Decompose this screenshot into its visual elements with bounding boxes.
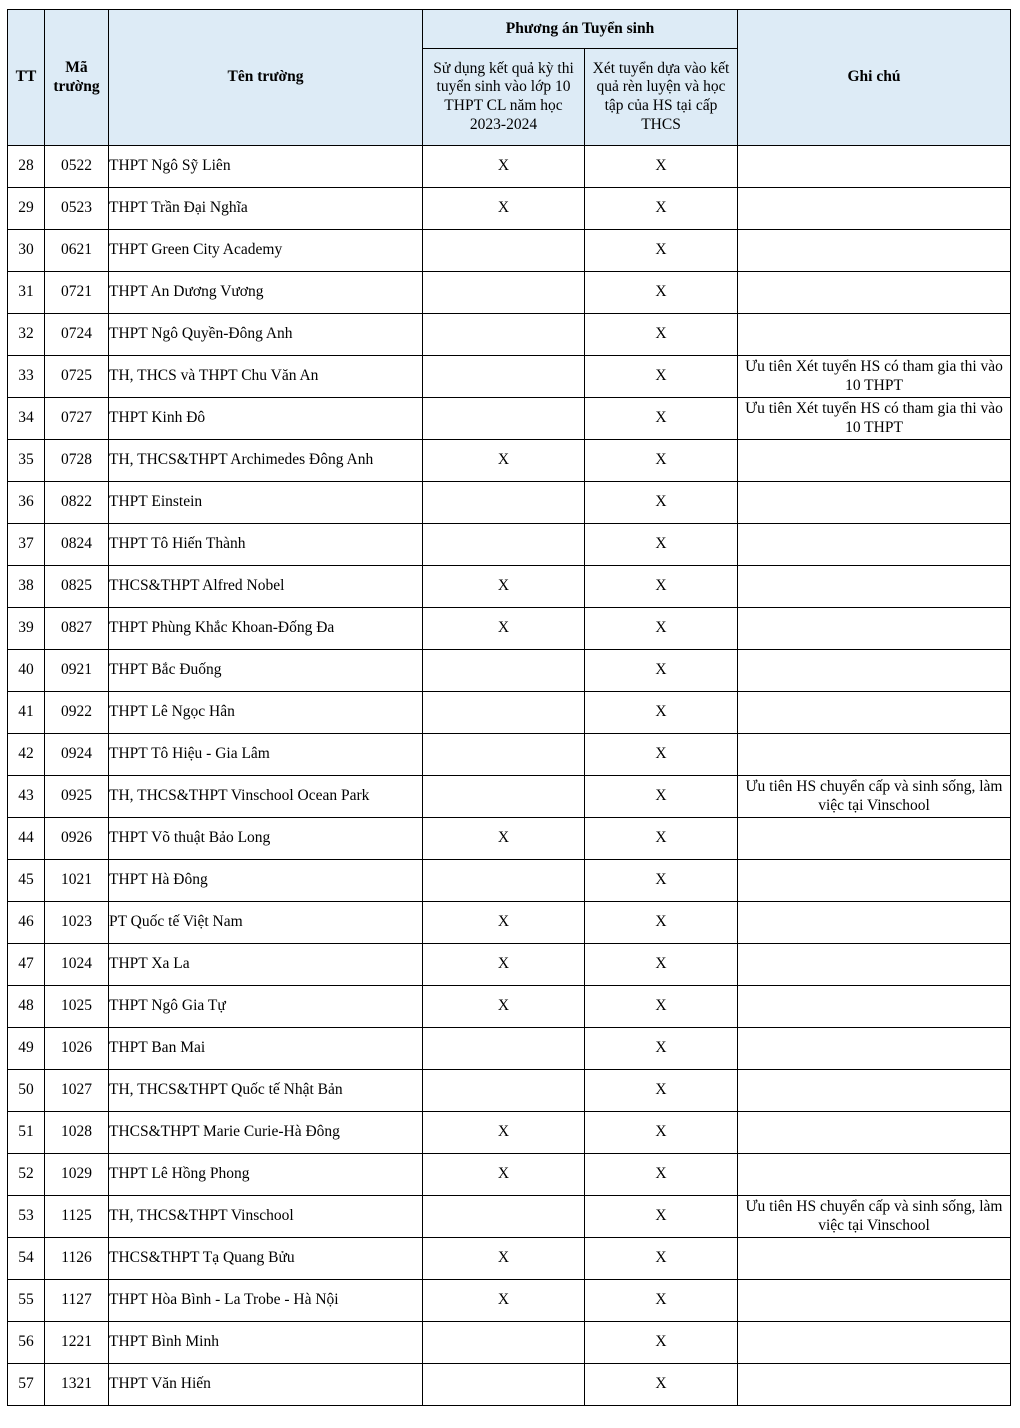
row-note-cell	[738, 440, 1011, 482]
row-ma-truong-cell: 1321	[45, 1364, 109, 1406]
row-tt-cell: 37	[8, 524, 45, 566]
row-tt-cell: 52	[8, 1154, 45, 1196]
row-tt-cell: 48	[8, 986, 45, 1028]
row-record-mark-cell: X	[585, 1238, 738, 1280]
header-ma-truong: Mã trường	[45, 10, 109, 146]
row-school-name-cell: THPT Kinh Đô	[109, 398, 423, 440]
row-exam-mark-cell: X	[423, 1280, 585, 1322]
row-note-cell	[738, 1154, 1011, 1196]
row-ma-truong-cell: 0621	[45, 230, 109, 272]
header-ten-truong: Tên trường	[109, 10, 423, 146]
row-school-name-cell: TH, THCS&THPT Vinschool	[109, 1196, 423, 1238]
row-ma-truong-cell: 0522	[45, 146, 109, 188]
table-row	[8, 272, 1011, 314]
row-ma-truong-cell: 0921	[45, 650, 109, 692]
row-record-mark-cell: X	[585, 1364, 738, 1406]
table-row	[8, 398, 1011, 440]
row-note-cell	[738, 524, 1011, 566]
row-record-mark-cell: X	[585, 230, 738, 272]
row-school-name-cell: THPT Ngô Sỹ Liên	[109, 146, 423, 188]
table-row	[8, 1028, 1011, 1070]
row-tt-cell: 43	[8, 776, 45, 818]
row-record-mark-cell: X	[585, 482, 738, 524]
row-exam-mark-cell	[423, 482, 585, 524]
row-ma-truong-cell: 1024	[45, 944, 109, 986]
table-row	[8, 524, 1011, 566]
row-note-cell	[738, 650, 1011, 692]
row-exam-mark-cell: X	[423, 818, 585, 860]
table-row	[8, 944, 1011, 986]
row-ma-truong-cell: 1221	[45, 1322, 109, 1364]
row-note-cell	[738, 902, 1011, 944]
row-note-cell	[738, 314, 1011, 356]
table-row	[8, 734, 1011, 776]
table-row	[8, 1070, 1011, 1112]
table-row	[8, 314, 1011, 356]
row-note-cell	[738, 1028, 1011, 1070]
row-exam-mark-cell: X	[423, 608, 585, 650]
row-record-mark-cell: X	[585, 1112, 738, 1154]
table-row	[8, 776, 1011, 818]
table-row	[8, 1364, 1011, 1406]
row-note-cell	[738, 146, 1011, 188]
table-row	[8, 146, 1011, 188]
row-note-cell	[738, 566, 1011, 608]
row-school-name-cell: THPT Hà Đông	[109, 860, 423, 902]
table-row	[8, 986, 1011, 1028]
row-note-cell	[738, 1238, 1011, 1280]
row-exam-mark-cell: X	[423, 566, 585, 608]
row-school-name-cell: THPT Võ thuật Bảo Long	[109, 818, 423, 860]
row-tt-cell: 47	[8, 944, 45, 986]
table-row	[8, 1280, 1011, 1322]
row-school-name-cell: THPT Tô Hiệu - Gia Lâm	[109, 734, 423, 776]
row-note-cell	[738, 608, 1011, 650]
row-record-mark-cell: X	[585, 1196, 738, 1238]
row-record-mark-cell: X	[585, 860, 738, 902]
row-exam-mark-cell: X	[423, 986, 585, 1028]
row-record-mark-cell: X	[585, 1070, 738, 1112]
row-school-name-cell: THPT Ngô Gia Tự	[109, 986, 423, 1028]
row-note-cell	[738, 272, 1011, 314]
row-tt-cell: 55	[8, 1280, 45, 1322]
row-ma-truong-cell: 0827	[45, 608, 109, 650]
row-school-name-cell: THPT Einstein	[109, 482, 423, 524]
table-row	[8, 902, 1011, 944]
row-tt-cell: 29	[8, 188, 45, 230]
row-record-mark-cell: X	[585, 818, 738, 860]
row-tt-cell: 38	[8, 566, 45, 608]
row-tt-cell: 32	[8, 314, 45, 356]
table-row	[8, 692, 1011, 734]
row-exam-mark-cell	[423, 524, 585, 566]
row-school-name-cell: THPT Ban Mai	[109, 1028, 423, 1070]
row-school-name-cell: TH, THCS&THPT Quốc tế Nhật Bản	[109, 1070, 423, 1112]
row-ma-truong-cell: 1029	[45, 1154, 109, 1196]
table-row	[8, 608, 1011, 650]
row-tt-cell: 40	[8, 650, 45, 692]
header-option-exam: Sử dụng kết quả kỳ thi tuyển sinh vào lớp 10 THPT CL năm học 2023-2024	[423, 49, 585, 146]
table-row	[8, 1154, 1011, 1196]
row-school-name-cell: THPT Hòa Bình - La Trobe - Hà Nội	[109, 1280, 423, 1322]
row-note-cell	[738, 230, 1011, 272]
row-exam-mark-cell	[423, 692, 585, 734]
row-record-mark-cell: X	[585, 902, 738, 944]
row-note-cell	[738, 1364, 1011, 1406]
row-exam-mark-cell	[423, 1028, 585, 1070]
row-tt-cell: 56	[8, 1322, 45, 1364]
row-exam-mark-cell	[423, 1364, 585, 1406]
row-ma-truong-cell: 0922	[45, 692, 109, 734]
row-tt-cell: 39	[8, 608, 45, 650]
row-school-name-cell: THPT Bình Minh	[109, 1322, 423, 1364]
row-ma-truong-cell: 1027	[45, 1070, 109, 1112]
row-exam-mark-cell	[423, 398, 585, 440]
row-tt-cell: 36	[8, 482, 45, 524]
row-note-cell	[738, 944, 1011, 986]
row-record-mark-cell: X	[585, 440, 738, 482]
header-phuong-an: Phương án Tuyển sinh	[423, 10, 738, 49]
row-record-mark-cell: X	[585, 566, 738, 608]
header-ghi-chu: Ghi chú	[738, 10, 1011, 146]
row-tt-cell: 51	[8, 1112, 45, 1154]
row-ma-truong-cell: 0925	[45, 776, 109, 818]
row-record-mark-cell: X	[585, 1154, 738, 1196]
row-ma-truong-cell: 1127	[45, 1280, 109, 1322]
row-ma-truong-cell: 0926	[45, 818, 109, 860]
table-row	[8, 1322, 1011, 1364]
admissions-table	[7, 9, 1011, 1406]
row-record-mark-cell: X	[585, 944, 738, 986]
row-school-name-cell: THCS&THPT Marie Curie-Hà Đông	[109, 1112, 423, 1154]
row-exam-mark-cell	[423, 734, 585, 776]
row-tt-cell: 53	[8, 1196, 45, 1238]
table-body	[8, 146, 1011, 1406]
table-row	[8, 440, 1011, 482]
row-record-mark-cell: X	[585, 650, 738, 692]
row-record-mark-cell: X	[585, 1280, 738, 1322]
row-note-cell: Ưu tiên HS chuyển cấp và sinh sống, làm việc tại Vinschool	[738, 1196, 1011, 1238]
row-record-mark-cell: X	[585, 188, 738, 230]
row-school-name-cell: THPT Tô Hiến Thành	[109, 524, 423, 566]
table-row	[8, 1196, 1011, 1238]
row-record-mark-cell: X	[585, 314, 738, 356]
row-school-name-cell: THPT Trần Đại Nghĩa	[109, 188, 423, 230]
row-record-mark-cell: X	[585, 1028, 738, 1070]
row-tt-cell: 30	[8, 230, 45, 272]
row-record-mark-cell: X	[585, 146, 738, 188]
row-note-cell	[738, 1280, 1011, 1322]
row-school-name-cell: TH, THCS&THPT Vinschool Ocean Park	[109, 776, 423, 818]
table-header	[8, 10, 1011, 146]
row-ma-truong-cell: 1126	[45, 1238, 109, 1280]
row-school-name-cell: TH, THCS&THPT Archimedes Đông Anh	[109, 440, 423, 482]
row-tt-cell: 45	[8, 860, 45, 902]
row-school-name-cell: THPT Xa La	[109, 944, 423, 986]
row-exam-mark-cell: X	[423, 902, 585, 944]
table-row	[8, 356, 1011, 398]
table-row	[8, 188, 1011, 230]
row-note-cell: Ưu tiên HS chuyển cấp và sinh sống, làm việc tại Vinschool	[738, 776, 1011, 818]
row-tt-cell: 50	[8, 1070, 45, 1112]
row-exam-mark-cell	[423, 1070, 585, 1112]
row-school-name-cell: THPT Lê Hồng Phong	[109, 1154, 423, 1196]
table-row	[8, 860, 1011, 902]
row-exam-mark-cell	[423, 356, 585, 398]
row-exam-mark-cell	[423, 776, 585, 818]
row-tt-cell: 33	[8, 356, 45, 398]
row-exam-mark-cell	[423, 314, 585, 356]
row-exam-mark-cell: X	[423, 440, 585, 482]
row-exam-mark-cell	[423, 860, 585, 902]
row-school-name-cell: THPT Ngô Quyền-Đông Anh	[109, 314, 423, 356]
row-ma-truong-cell: 1028	[45, 1112, 109, 1154]
table-row	[8, 482, 1011, 524]
row-note-cell	[738, 734, 1011, 776]
row-record-mark-cell: X	[585, 776, 738, 818]
row-school-name-cell: PT Quốc tế Việt Nam	[109, 902, 423, 944]
row-note-cell	[738, 482, 1011, 524]
row-record-mark-cell: X	[585, 272, 738, 314]
row-note-cell: Ưu tiên Xét tuyển HS có tham gia thi vào 10 THPT	[738, 398, 1011, 440]
row-school-name-cell: THPT An Dương Vương	[109, 272, 423, 314]
row-ma-truong-cell: 0822	[45, 482, 109, 524]
row-record-mark-cell: X	[585, 1322, 738, 1364]
row-note-cell	[738, 1112, 1011, 1154]
table-row	[8, 1112, 1011, 1154]
row-note-cell	[738, 986, 1011, 1028]
row-ma-truong-cell: 1026	[45, 1028, 109, 1070]
row-note-cell	[738, 692, 1011, 734]
table-row	[8, 566, 1011, 608]
row-exam-mark-cell: X	[423, 1238, 585, 1280]
row-record-mark-cell: X	[585, 398, 738, 440]
table-row	[8, 818, 1011, 860]
row-tt-cell: 41	[8, 692, 45, 734]
row-record-mark-cell: X	[585, 734, 738, 776]
table-row	[8, 1238, 1011, 1280]
header-option-record: Xét tuyển dựa vào kết quả rèn luyện và học tập của HS tại cấp THCS	[585, 49, 738, 146]
row-note-cell	[738, 818, 1011, 860]
row-note-cell	[738, 188, 1011, 230]
row-school-name-cell: THCS&THPT Alfred Nobel	[109, 566, 423, 608]
header-tt: TT	[8, 10, 45, 146]
row-tt-cell: 31	[8, 272, 45, 314]
row-tt-cell: 44	[8, 818, 45, 860]
row-note-cell	[738, 1070, 1011, 1112]
row-ma-truong-cell: 1023	[45, 902, 109, 944]
row-note-cell	[738, 860, 1011, 902]
row-record-mark-cell: X	[585, 524, 738, 566]
row-school-name-cell: THCS&THPT Tạ Quang Bửu	[109, 1238, 423, 1280]
row-ma-truong-cell: 0924	[45, 734, 109, 776]
row-ma-truong-cell: 0724	[45, 314, 109, 356]
row-exam-mark-cell: X	[423, 1112, 585, 1154]
row-note-cell: Ưu tiên Xét tuyển HS có tham gia thi vào 10 THPT	[738, 356, 1011, 398]
row-exam-mark-cell	[423, 650, 585, 692]
row-ma-truong-cell: 1021	[45, 860, 109, 902]
row-exam-mark-cell	[423, 272, 585, 314]
row-exam-mark-cell	[423, 1322, 585, 1364]
row-tt-cell: 42	[8, 734, 45, 776]
row-tt-cell: 46	[8, 902, 45, 944]
row-ma-truong-cell: 1125	[45, 1196, 109, 1238]
row-ma-truong-cell: 0825	[45, 566, 109, 608]
row-tt-cell: 28	[8, 146, 45, 188]
row-tt-cell: 54	[8, 1238, 45, 1280]
row-ma-truong-cell: 0523	[45, 188, 109, 230]
row-ma-truong-cell: 1025	[45, 986, 109, 1028]
row-school-name-cell: THPT Lê Ngọc Hân	[109, 692, 423, 734]
row-exam-mark-cell: X	[423, 146, 585, 188]
row-tt-cell: 35	[8, 440, 45, 482]
row-note-cell	[738, 1322, 1011, 1364]
row-exam-mark-cell: X	[423, 188, 585, 230]
row-exam-mark-cell: X	[423, 944, 585, 986]
row-exam-mark-cell	[423, 230, 585, 272]
row-school-name-cell: THPT Green City Academy	[109, 230, 423, 272]
row-ma-truong-cell: 0824	[45, 524, 109, 566]
row-record-mark-cell: X	[585, 356, 738, 398]
row-ma-truong-cell: 0728	[45, 440, 109, 482]
row-exam-mark-cell: X	[423, 1154, 585, 1196]
row-record-mark-cell: X	[585, 986, 738, 1028]
row-tt-cell: 49	[8, 1028, 45, 1070]
row-tt-cell: 34	[8, 398, 45, 440]
row-school-name-cell: TH, THCS và THPT Chu Văn An	[109, 356, 423, 398]
row-record-mark-cell: X	[585, 692, 738, 734]
row-school-name-cell: THPT Bắc Đuống	[109, 650, 423, 692]
row-school-name-cell: THPT Phùng Khắc Khoan-Đống Đa	[109, 608, 423, 650]
row-ma-truong-cell: 0727	[45, 398, 109, 440]
row-exam-mark-cell	[423, 1196, 585, 1238]
row-ma-truong-cell: 0721	[45, 272, 109, 314]
row-tt-cell: 57	[8, 1364, 45, 1406]
row-school-name-cell: THPT Văn Hiến	[109, 1364, 423, 1406]
row-record-mark-cell: X	[585, 608, 738, 650]
table-row	[8, 650, 1011, 692]
row-ma-truong-cell: 0725	[45, 356, 109, 398]
table-row	[8, 230, 1011, 272]
